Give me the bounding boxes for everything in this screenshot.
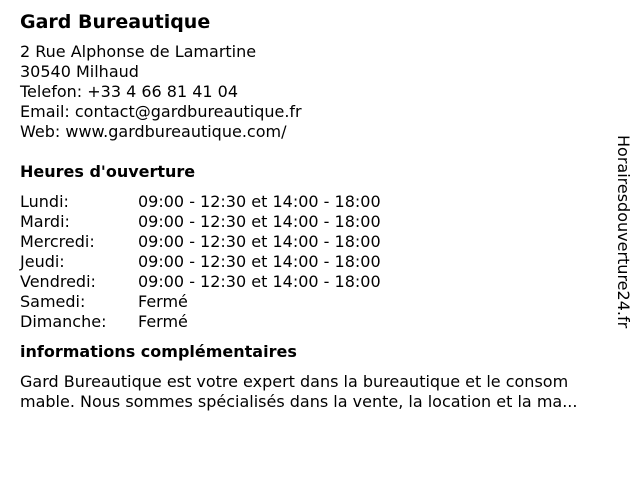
hours-row-sunday: [20, 312, 610, 332]
hours-time: 09:00 - 12:30 et 14:00 - 18:00: [138, 252, 381, 271]
hours-time: 09:00 - 12:30 et 14:00 - 18:00: [138, 212, 381, 231]
info-description: [20, 372, 626, 412]
address-city: 30540 Milhaud: [20, 62, 139, 81]
opening-hours-table: [20, 192, 610, 332]
info-line-2: mable. Nous sommes spécialisés dans la vente, la location et la ma...: [20, 392, 578, 411]
phone-number: Telefon: +33 4 66 81 41 04: [20, 82, 239, 101]
hours-time: 09:00 - 12:30 et 14:00 - 18:00: [138, 272, 381, 291]
hours-day: Samedi:: [20, 292, 86, 311]
hours-day: Mercredi:: [20, 232, 95, 251]
hours-day: Dimanche:: [20, 312, 107, 331]
hours-time: Fermé: [138, 312, 188, 331]
hours-row-wednesday: [20, 232, 610, 252]
hours-day: Vendredi:: [20, 272, 96, 291]
hours-day: Jeudi:: [20, 252, 65, 271]
business-card: [20, 10, 610, 412]
email-address: Email: contact@gardbureautique.fr: [20, 102, 302, 121]
hours-row-friday: [20, 272, 610, 292]
hours-time: 09:00 - 12:30 et 14:00 - 18:00: [138, 192, 381, 211]
hours-time: 09:00 - 12:30 et 14:00 - 18:00: [138, 232, 381, 251]
info-line-1: Gard Bureautique est votre expert dans la bureautique et le consom: [20, 372, 569, 391]
hours-time: Fermé: [138, 292, 188, 311]
address-street: 2 Rue Alphonse de Lamartine: [20, 42, 257, 61]
hours-row-tuesday: [20, 212, 610, 232]
hours-row-saturday: [20, 292, 610, 312]
hours-heading: Heures d'ouverture: [20, 162, 196, 181]
website-url: Web: www.gardbureautique.com/: [20, 122, 287, 141]
hours-row-monday: [20, 192, 610, 212]
hours-row-thursday: [20, 252, 610, 272]
hours-day: Lundi:: [20, 192, 69, 211]
info-heading: informations complémentaires: [20, 342, 297, 361]
site-watermark: Horairesdouverture24.fr: [614, 135, 633, 329]
business-name: Gard Bureautique: [20, 11, 211, 33]
hours-day: Mardi:: [20, 212, 70, 231]
